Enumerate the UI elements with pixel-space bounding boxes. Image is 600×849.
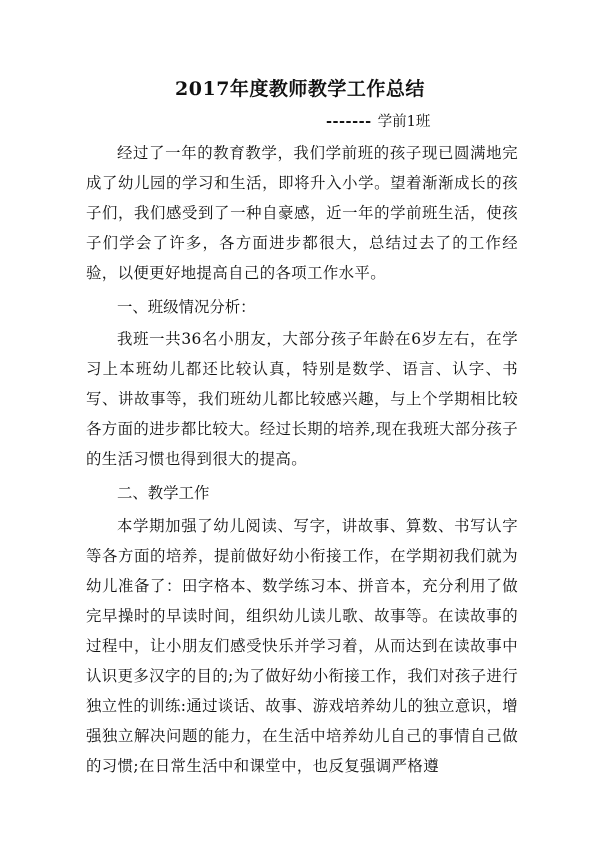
section-heading-teaching-work: 二、教学工作 (117, 484, 210, 502)
teaching-work-paragraph: 本学期加强了幼儿阅读、写字，讲故事、算数、书写认字等各方面的培养，提前做好幼小衔接工作，在学期初我们就为幼儿准备了：田字格本、数学练习本、拼音本，充分利用了做完早操时的早读时间，组织幼儿读儿歌、故事等。在读故事的过程中，让小朋友们感受快乐并学习着，从而达到在读故事中认识更多汉字的目的;为了做好幼小衔接工作，我们对孩子进行独立性的训练:通过谈话、故事、游戏培养幼儿的独立意识，增强独立解决问题的能力，在生活中培养幼儿自己的事情自己做的习惯;在日常生活中和课堂中，也反复强调严格遵 (86, 517, 518, 775)
class-byline (326, 111, 430, 133)
class-analysis-paragraph: 我班一共36名小朋友，大部分孩子年龄在6岁左右，在学习上本班幼儿都还比较认真，特别是数学、语言、认字、书写、讲故事等，我们班幼儿都比较感兴趣，与上个学期相比较各方面的进步都比较大。经过长期的培养,现在我班大部分孩子的生活习惯也得到很大的提高。 (86, 330, 518, 468)
section-heading-class-analysis: 一、班级情况分析： (117, 298, 256, 316)
byline-dashes: ------- (326, 113, 372, 130)
document-title: 2017年度教师教学工作总结 (175, 78, 425, 100)
byline-class-name: 学前1班 (377, 114, 431, 130)
intro-paragraph: 经过了一年的教育教学，我们学前班的孩子现已圆满地完成了幼儿园的学习和生活，即将升入小学。望着渐渐成长的孩子们，我们感受到了一种自豪感，近一年的学前班生活，使孩子们学会了许多，各方面进步都很大，总结过去了的工作经验，以便更好地提高自己的各项工作水平。 (86, 144, 518, 282)
